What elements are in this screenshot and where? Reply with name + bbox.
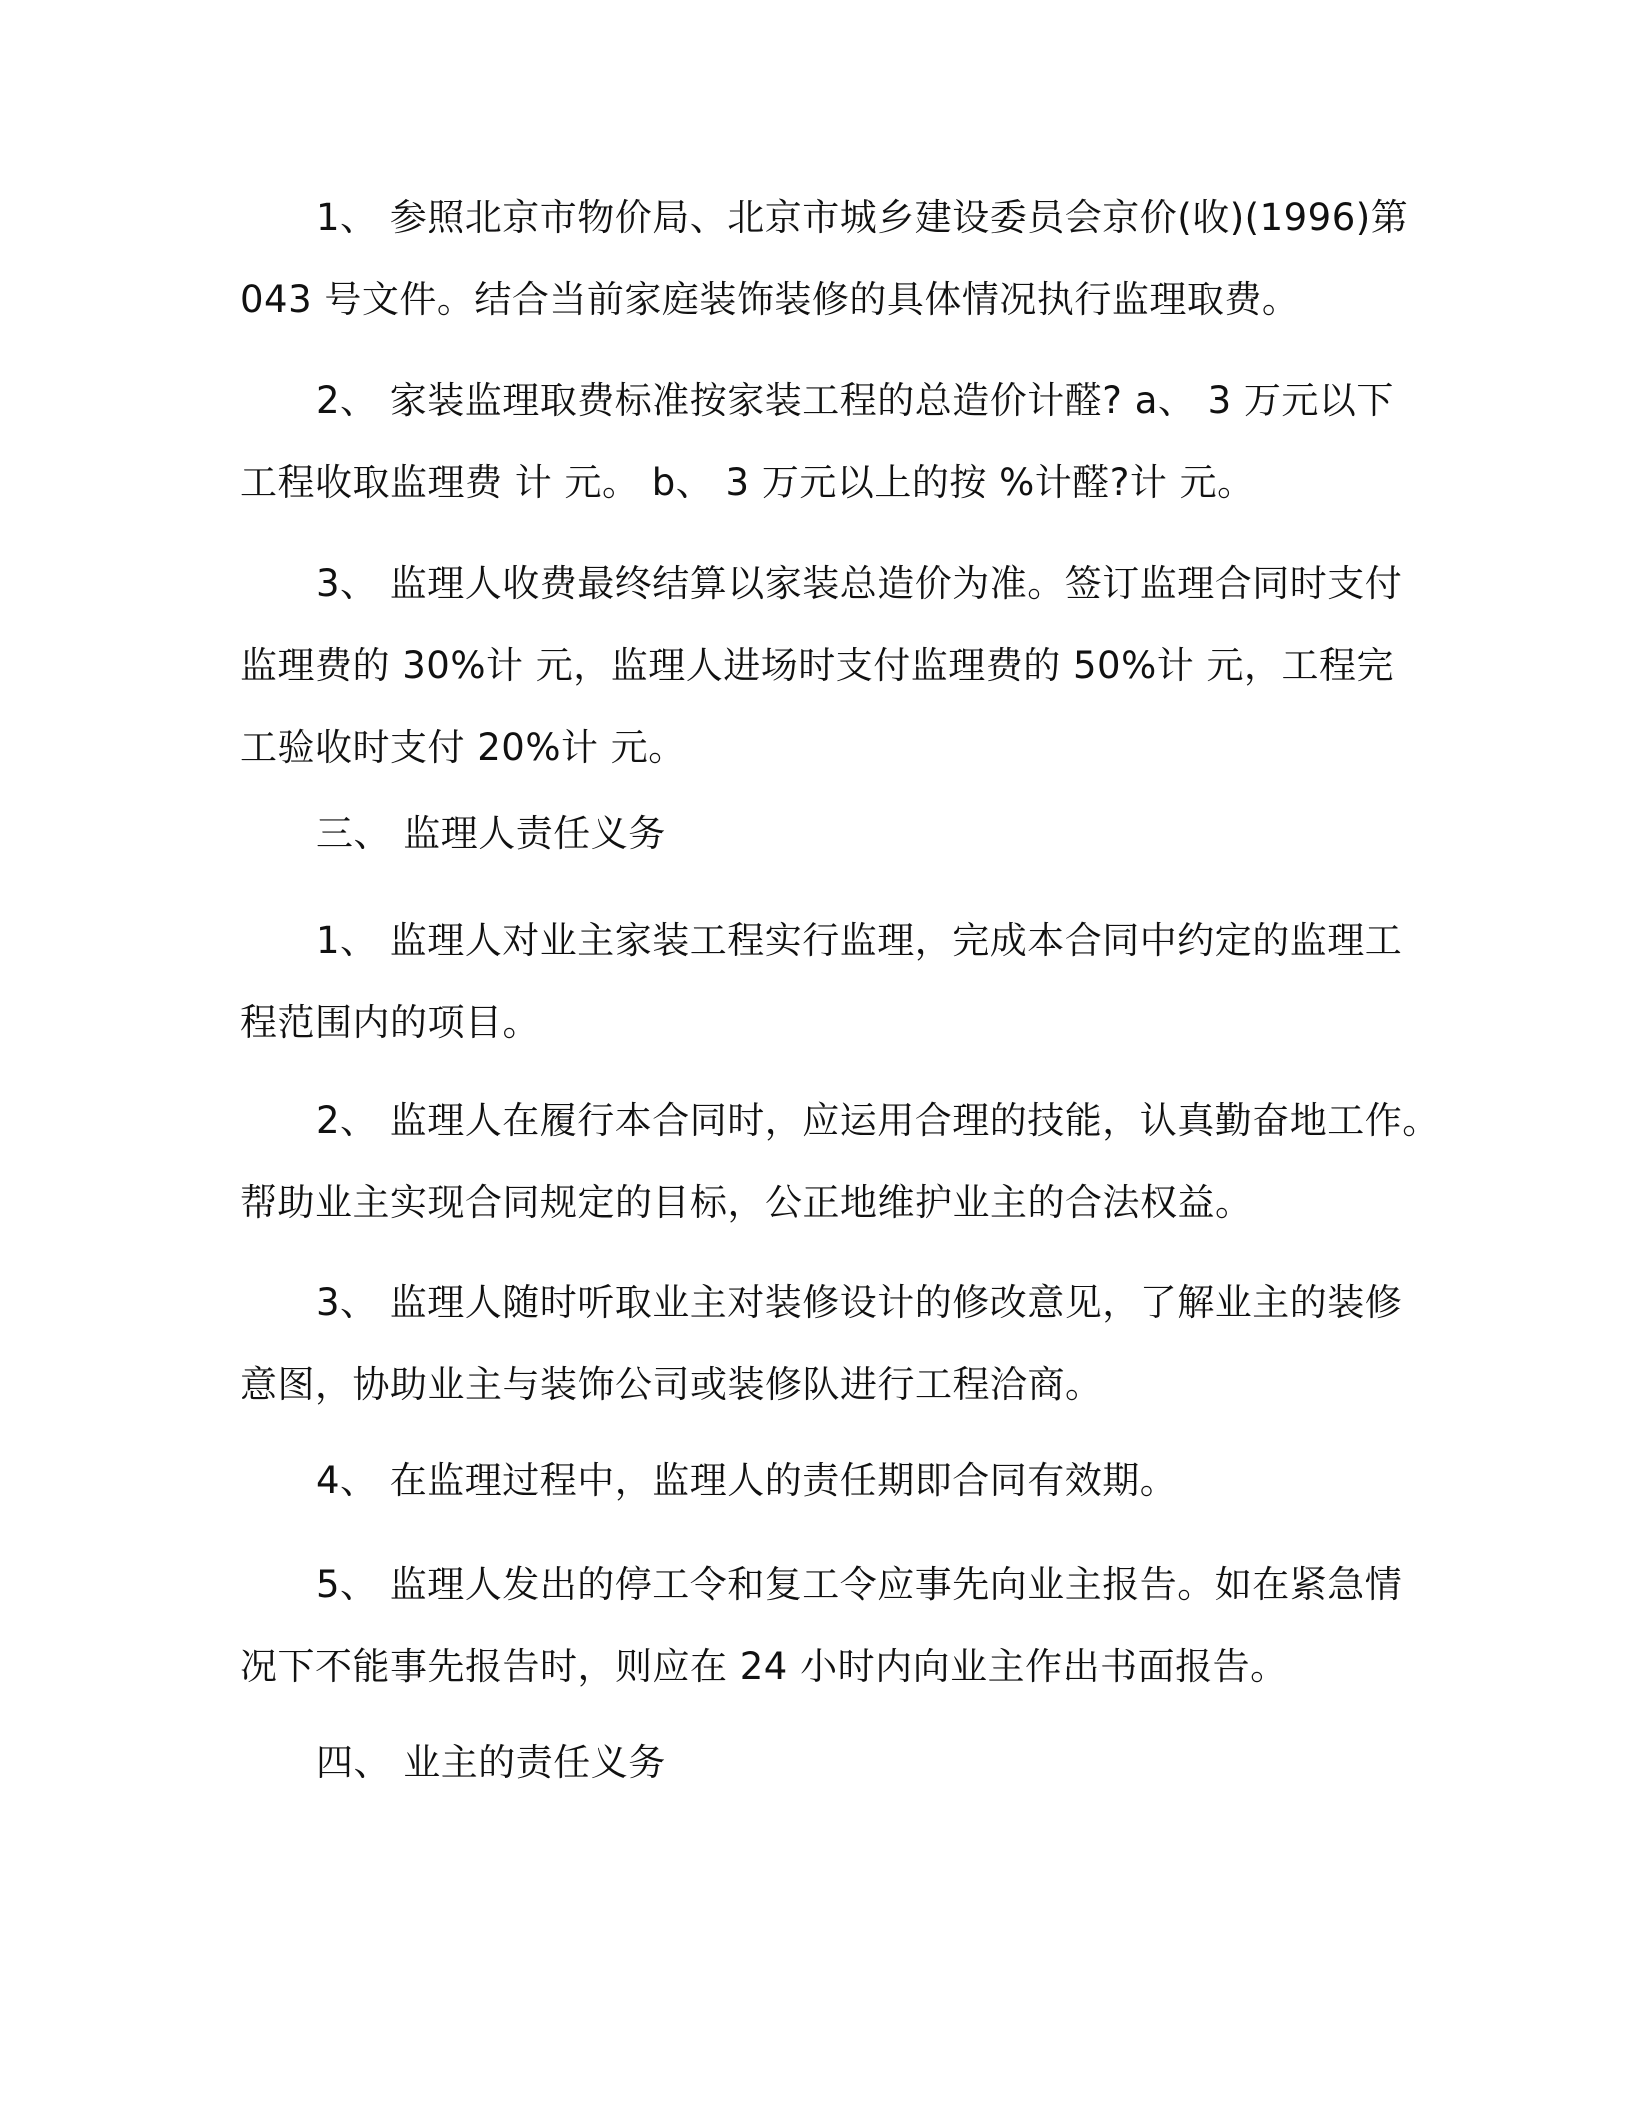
text-line: 043 号文件。结合当前家庭装饰装修的具体情况执行监理取费。 <box>240 278 1300 321</box>
paragraph-fee-settlement <box>240 543 1403 789</box>
text-line: 1、 参照北京市物价局、北京市城乡建设委员会京价(收)(1996)第 <box>316 196 1409 239</box>
text-line: 1、 监理人对业主家装工程实行监理，完成本合同中约定的监理工 <box>316 919 1403 962</box>
section-heading-text: 四、 业主的责任义务 <box>316 1741 666 1784</box>
paragraph-duty-2 <box>240 1080 1440 1244</box>
text-line: 3、 监理人收费最终结算以家装总造价为准。签订监理合同时支付 <box>316 562 1403 605</box>
text-line: 4、 在监理过程中，监理人的责任期即合同有效期。 <box>316 1459 1178 1502</box>
text-line: 2、 家装监理取费标准按家装工程的总造价计醛? a、 3 万元以下 <box>316 379 1394 422</box>
paragraph-fee-standard <box>240 360 1400 524</box>
paragraph-duty-3 <box>240 1262 1403 1426</box>
text-line: 3、 监理人随时听取业主对装修设计的修改意见，了解业主的装修 <box>316 1281 1403 1324</box>
text-line: 程范围内的项目。 <box>240 1001 540 1044</box>
paragraph-duty-4 <box>240 1440 1400 1522</box>
text-line: 监理费的 30%计 元，监理人进场时支付监理费的 50%计 元，工程完 <box>240 644 1395 687</box>
text-line: 工程收取监理费 计 元。 b、 3 万元以上的按 %计醛?计 元。 <box>240 461 1255 504</box>
section-heading-supervisor-duties <box>240 793 1400 875</box>
text-line: 5、 监理人发出的停工令和复工令应事先向业主报告。如在紧急情 <box>316 1563 1403 1606</box>
section-heading-text: 三、 监理人责任义务 <box>316 812 666 855</box>
text-line: 工验收时支付 20%计 元。 <box>240 726 686 769</box>
text-line: 帮助业主实现合同规定的目标，公正地维护业主的合法权益。 <box>240 1181 1253 1224</box>
text-line: 意图，协助业主与装饰公司或装修队进行工程洽商。 <box>240 1363 1103 1406</box>
text-line: 况下不能事先报告时，则应在 24 小时内向业主作出书面报告。 <box>240 1645 1288 1688</box>
text-line: 2、 监理人在履行本合同时，应运用合理的技能，认真勤奋地工作。 <box>316 1099 1440 1142</box>
section-heading-owner-duties <box>240 1722 1400 1804</box>
paragraph-duty-1 <box>240 900 1403 1064</box>
paragraph-duty-5 <box>240 1544 1403 1708</box>
paragraph-fee-basis <box>240 177 1409 341</box>
